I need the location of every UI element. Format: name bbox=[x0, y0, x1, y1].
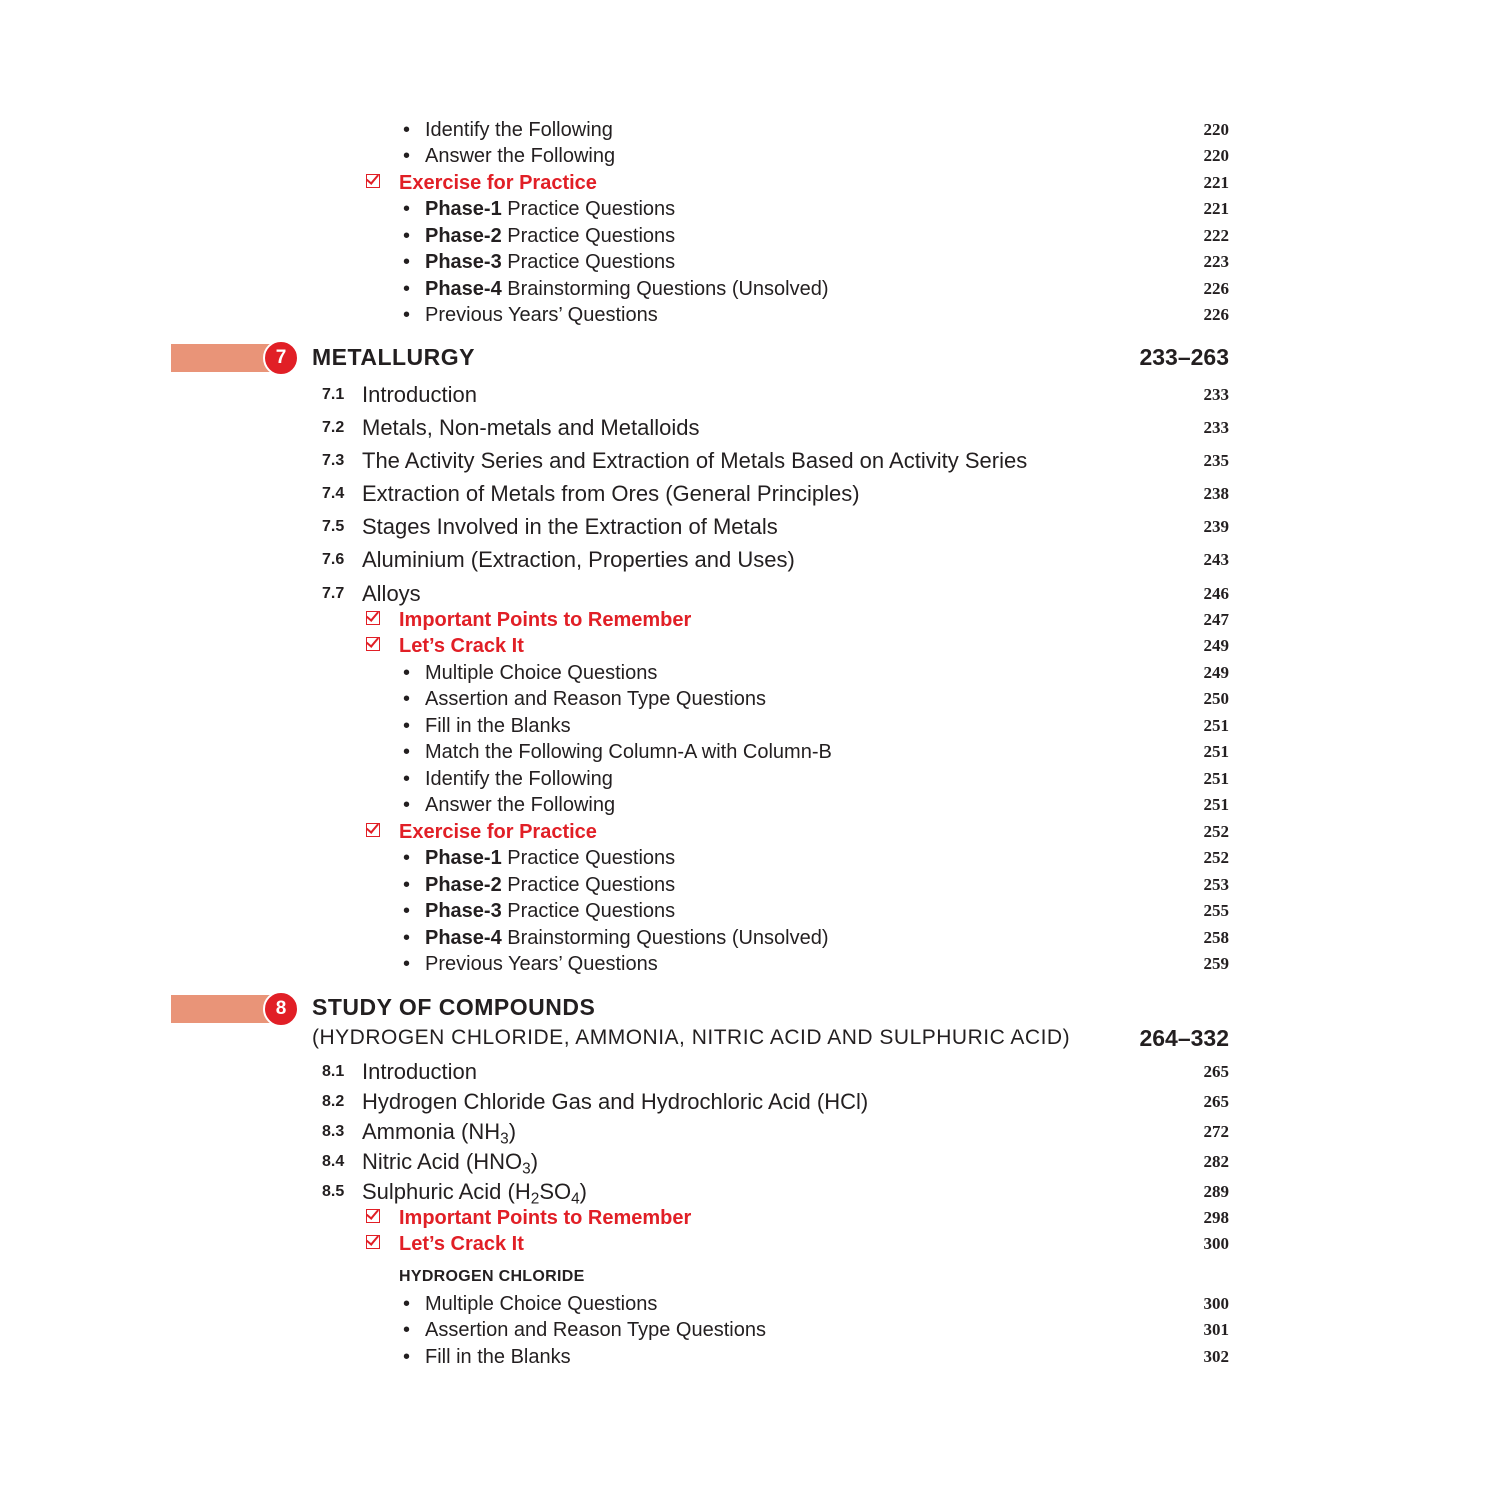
bullet-icon: • bbox=[403, 900, 411, 922]
toc-item[interactable]: • Previous Years’ Questions 226 bbox=[403, 304, 1229, 326]
toc-item[interactable]: • Answer the Following 220 bbox=[403, 145, 1229, 167]
toc-item[interactable]: • Previous Years’ Questions 259 bbox=[403, 953, 1229, 975]
bullet-icon: • bbox=[403, 927, 411, 949]
bullet-icon: • bbox=[403, 768, 411, 790]
checkbox-icon bbox=[366, 174, 380, 188]
section-row[interactable]: 7.7 Alloys 246 bbox=[322, 581, 1229, 606]
subheading: HYDROGEN CHLORIDE bbox=[399, 1268, 585, 1285]
toc-item[interactable]: • Phase-2 Practice Questions 222 bbox=[403, 225, 1229, 247]
checkbox-icon bbox=[366, 637, 380, 651]
section-row[interactable]: 7.6 Aluminium (Extraction, Properties and Uses) 243 bbox=[322, 547, 1229, 572]
chapter-pages: 233–263 bbox=[1139, 344, 1229, 370]
toc-item[interactable]: • Assertion and Reason Type Questions 250 bbox=[403, 688, 1229, 710]
toc-item[interactable]: • Fill in the Blanks 302 bbox=[403, 1346, 1229, 1368]
bullet-icon: • bbox=[403, 794, 411, 816]
section-row[interactable]: 8.3 Ammonia $(NH_3)$ 272 bbox=[322, 1119, 1229, 1148]
bullet-icon: • bbox=[403, 278, 411, 300]
bullet-icon: • bbox=[403, 1346, 411, 1368]
bullet-icon: • bbox=[403, 874, 411, 896]
chapter-bar bbox=[171, 344, 275, 372]
section-row[interactable]: 7.1 Introduction 233 bbox=[322, 382, 1229, 407]
bullet-icon: • bbox=[403, 1319, 411, 1341]
toc-item[interactable]: Let’s Crack It 300 bbox=[0, 1231, 1501, 1257]
toc-item[interactable]: • Multiple Choice Questions 300 bbox=[403, 1293, 1229, 1315]
bullet-icon: • bbox=[403, 145, 411, 167]
toc-item[interactable]: Important Points to Remember 247 bbox=[0, 607, 1501, 633]
toc-item[interactable]: • Phase-4 Brainstorming Questions (Unsolved) 258 bbox=[403, 927, 1229, 949]
bullet-icon: • bbox=[403, 225, 411, 247]
toc-item[interactable]: • Phase-4 Brainstorming Questions (Unsolved) 226 bbox=[403, 278, 1229, 300]
chapter-title: STUDY OF COMPOUNDS bbox=[312, 994, 596, 1020]
checkbox-icon bbox=[366, 1209, 380, 1223]
section-row[interactable]: 8.2 Hydrogen Chloride Gas and Hydrochloric Acid (HCl) 265 bbox=[322, 1089, 1229, 1114]
toc-item[interactable]: • Fill in the Blanks 251 bbox=[403, 715, 1229, 737]
section-row[interactable]: 7.4 Extraction of Metals from Ores (General Principles) 238 bbox=[322, 481, 1229, 506]
section-row[interactable]: 7.5 Stages Involved in the Extraction of Metals 239 bbox=[322, 514, 1229, 539]
toc-item[interactable]: • Match the Following Column-A with Column-B 251 bbox=[403, 741, 1229, 763]
toc-item[interactable]: • Phase-2 Practice Questions 253 bbox=[403, 874, 1229, 896]
bullet-icon: • bbox=[403, 304, 411, 326]
toc-item[interactable]: Let’s Crack It 249 bbox=[0, 633, 1501, 659]
chapter-pages: 264–332 bbox=[1139, 1025, 1229, 1051]
toc-item[interactable]: • Identify the Following 251 bbox=[403, 768, 1229, 790]
bullet-icon: • bbox=[403, 741, 411, 763]
toc-item[interactable]: • Assertion and Reason Type Questions 301 bbox=[403, 1319, 1229, 1341]
section-row[interactable]: 7.3 The Activity Series and Extraction of Metals Based on Activity Series 235 bbox=[322, 448, 1229, 473]
bullet-icon: • bbox=[403, 688, 411, 710]
toc-item[interactable]: Exercise for Practice 221 bbox=[0, 170, 1501, 196]
bullet-icon: • bbox=[403, 1293, 411, 1315]
toc-item[interactable]: Important Points to Remember 298 bbox=[0, 1205, 1501, 1231]
toc-item[interactable]: • Phase-3 Practice Questions 255 bbox=[403, 900, 1229, 922]
checkbox-icon bbox=[366, 823, 380, 837]
section-row[interactable]: 8.1 Introduction 265 bbox=[322, 1059, 1229, 1084]
chapter-number-badge: 8 bbox=[263, 991, 299, 1027]
section-row[interactable]: 8.5 Sulphuric Acid $(H_2SO_4)$ 289 bbox=[322, 1179, 1229, 1208]
section-row[interactable]: 8.4 Nitric Acid $(HNO_3)$ 282 bbox=[322, 1149, 1229, 1178]
bullet-icon: • bbox=[403, 662, 411, 684]
chapter-bar bbox=[171, 995, 275, 1023]
chapter-title: METALLURGY bbox=[312, 344, 476, 370]
bullet-icon: • bbox=[403, 119, 411, 141]
toc-item[interactable]: • Phase-1 Practice Questions 221 bbox=[403, 198, 1229, 220]
bullet-icon: • bbox=[403, 847, 411, 869]
checkbox-icon bbox=[366, 611, 380, 625]
bullet-icon: • bbox=[403, 251, 411, 273]
toc-item[interactable]: • Phase-3 Practice Questions 223 bbox=[403, 251, 1229, 273]
checkbox-icon bbox=[366, 1235, 380, 1249]
toc-item[interactable]: • Identify the Following 220 bbox=[403, 119, 1229, 141]
toc-item[interactable]: Exercise for Practice 252 bbox=[0, 819, 1501, 845]
bullet-icon: • bbox=[403, 715, 411, 737]
section-row[interactable]: 7.2 Metals, Non-metals and Metalloids 233 bbox=[322, 415, 1229, 440]
toc-item[interactable]: • Phase-1 Practice Questions 252 bbox=[403, 847, 1229, 869]
toc-item[interactable]: • Multiple Choice Questions 249 bbox=[403, 662, 1229, 684]
chapter-number-badge: 7 bbox=[263, 340, 299, 376]
bullet-icon: • bbox=[403, 198, 411, 220]
toc-item[interactable]: • Answer the Following 251 bbox=[403, 794, 1229, 816]
bullet-icon: • bbox=[403, 953, 411, 975]
chapter-subtitle: (HYDROGEN CHLORIDE, AMMONIA, NITRIC ACID AND SULPHURIC ACID) bbox=[312, 1026, 1071, 1049]
